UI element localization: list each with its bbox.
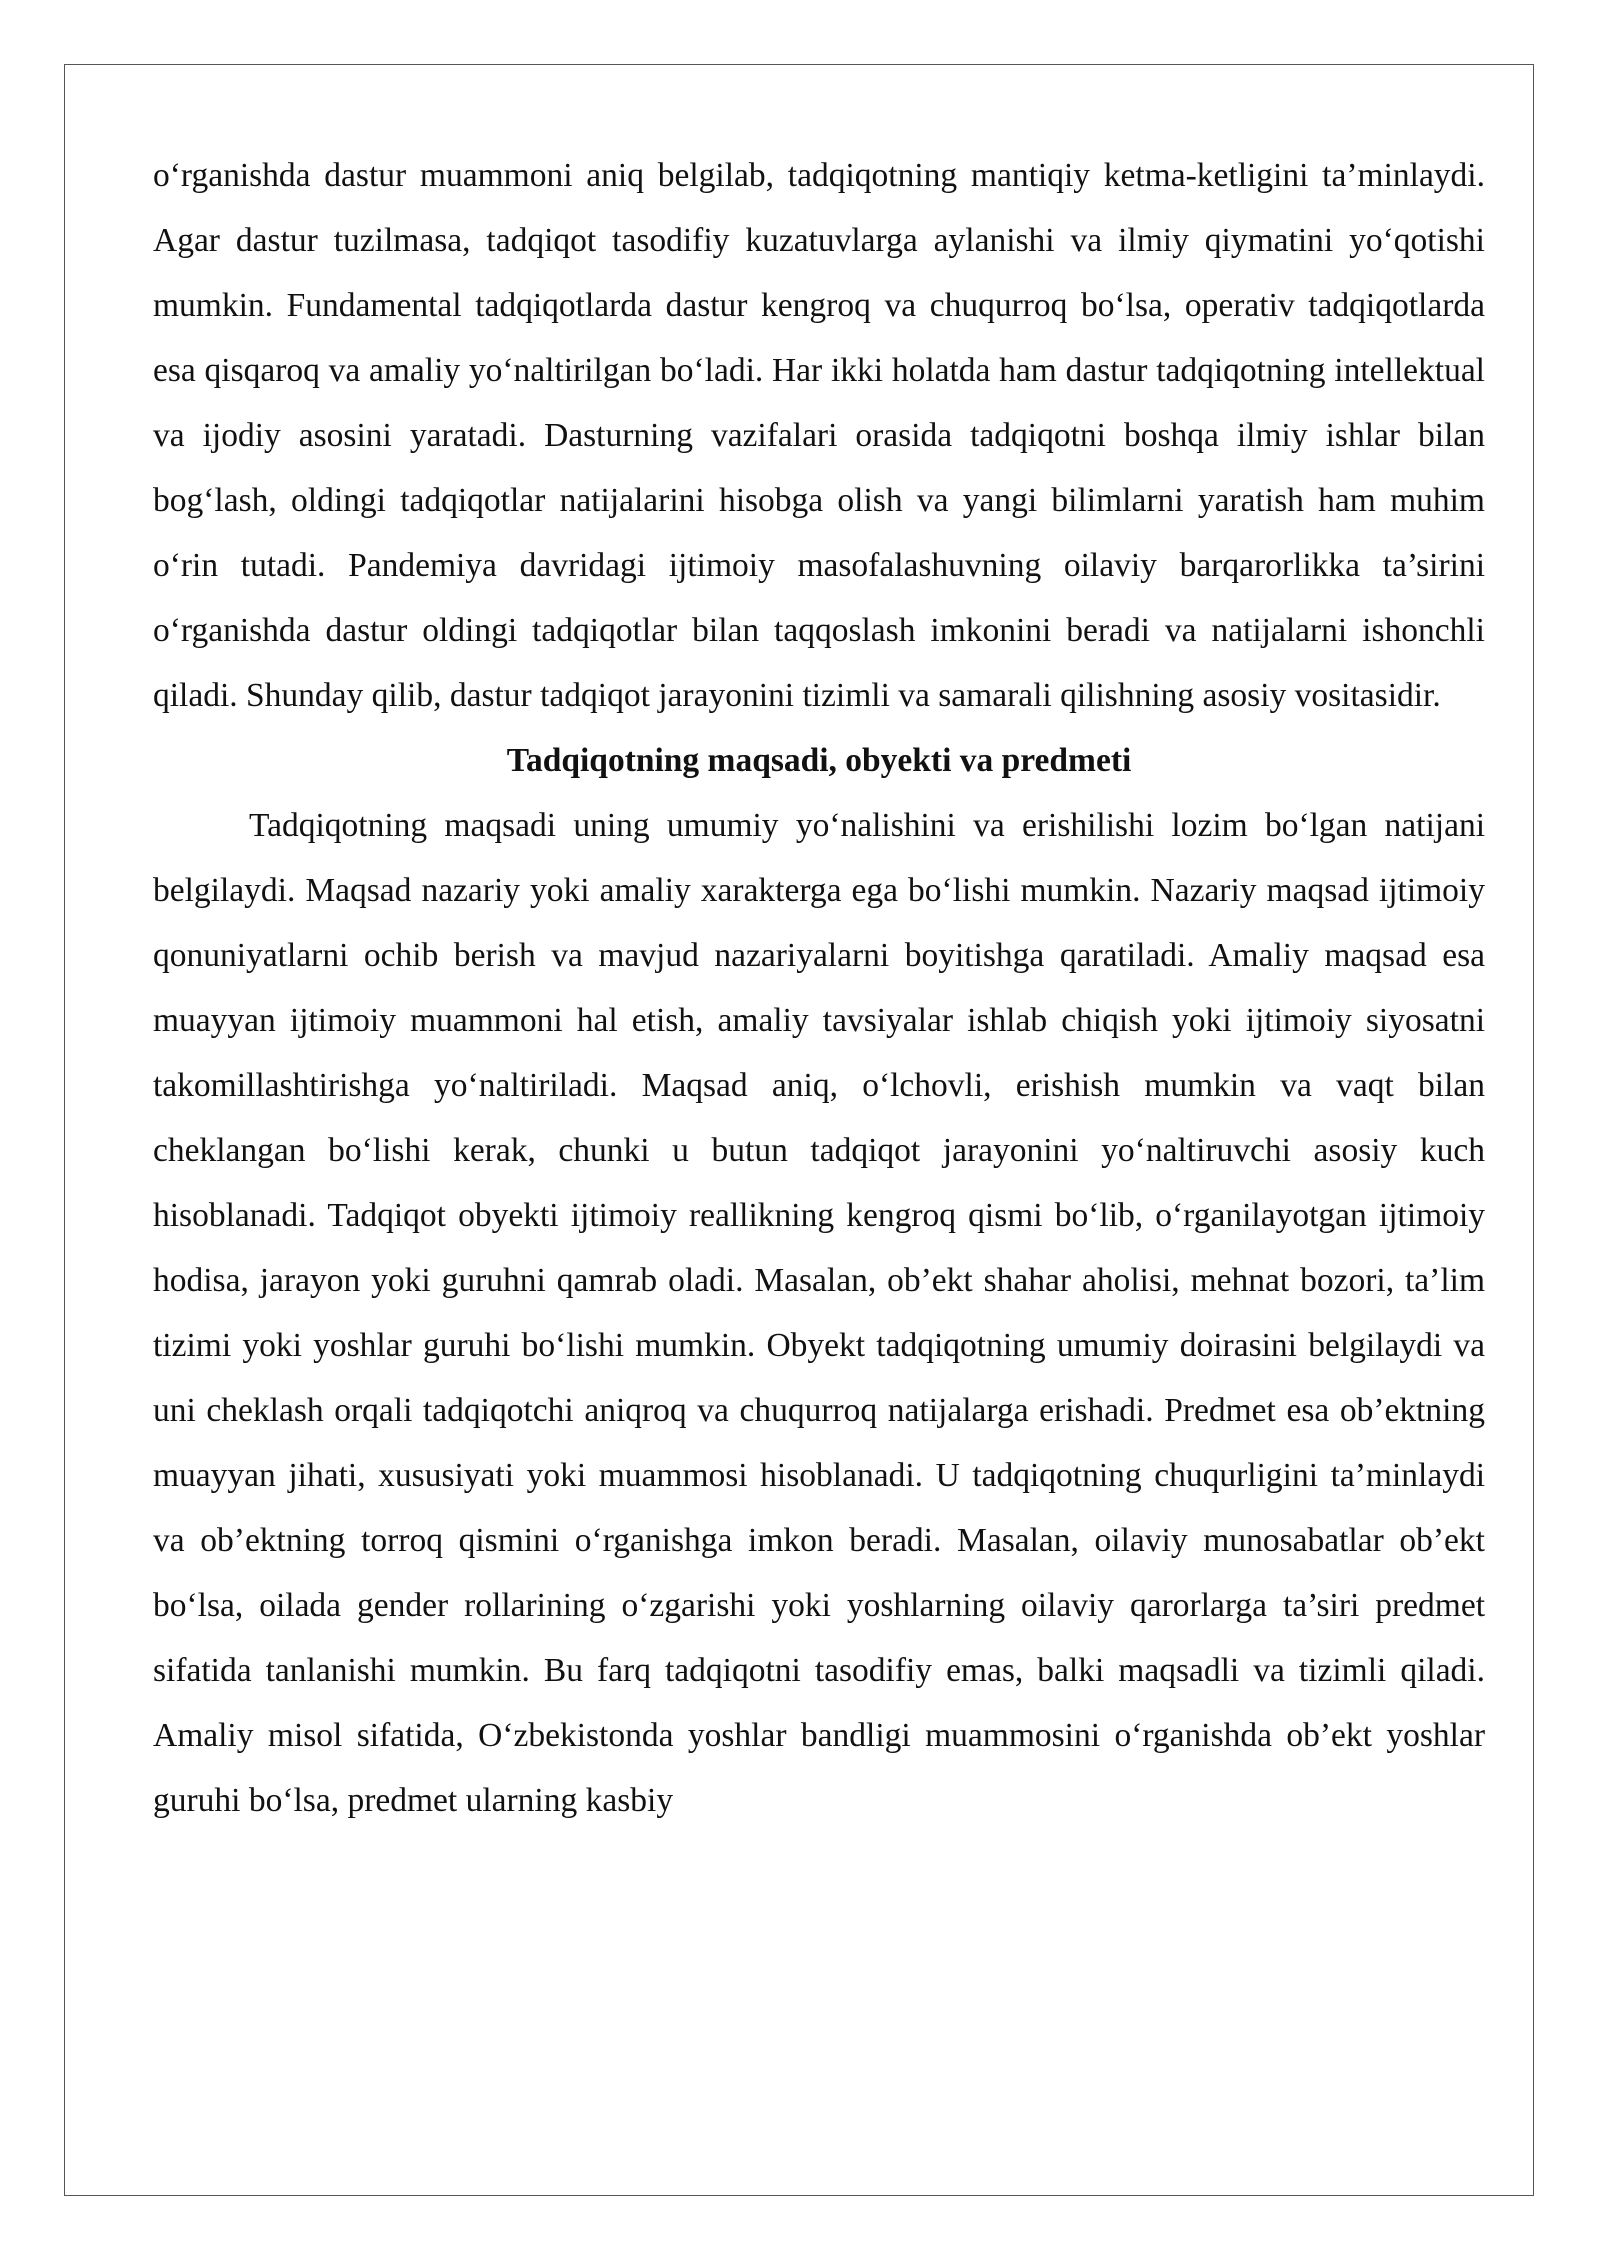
paragraph-continuation: o‘rganishda dastur muammoni aniq belgilab, tadqiqotning mantiqiy ketma-ketligini ta’minlaydi. Agar dastur tuzilmasa, tadqiqot tasodifiy kuzatuvlarga aylanishi va ilmiy qiymatini yo‘qotishi mumkin. Fundamental tadqiqotlarda dastur kengroq va chuqurroq bo‘lsa, operativ tadqiqotlarda esa qisqaroq va amaliy yo‘naltirilgan bo‘ladi. Har ikki holatda ham dastur tadqiqotning intellektual va ijodiy asosini yaratadi. Dasturning vazifalari orasida tadqiqotni boshqa ilmiy ishlar bilan bog‘lash, oldingi tadqiqotlar natijalarini hisobga olish va yangi bilimlarni yaratish ham muhim o‘rin tutadi. Pandemiya davridagi ijtimoiy masofalashuvning oilaviy barqarorlikka ta’sirini o‘rganishda dastur oldingi tadqiqotlar bilan taqqoslash imkonini beradi va natijalarni ishonchli qiladi. Shunday qilib, dastur tadqiqot jarayonini tizimli va samarali qilishning asosiy vositasidir. (153, 157, 1485, 714)
paragraph-goal-object-subject: Tadqiqotning maqsadi uning umumiy yo‘nalishini va erishilishi lozim bo‘lgan natijani belgilaydi. Maqsad nazariy yoki amaliy xarakterga ega bo‘lishi mumkin. Nazariy maqsad ijtimoiy qonuniyatlarni ochib berish va mavjud nazariyalarni boyitishga qaratiladi. Amaliy maqsad esa muayyan ijtimoiy muammoni hal etish, amaliy tavsiyalar ishlab chiqish yoki ijtimoiy siyosatni takomillashtirishga yo‘naltiriladi. Maqsad aniq, o‘lchovli, erishish mumkin va vaqt bilan cheklangan bo‘lishi kerak, chunki u butun tadqiqot jarayonini yo‘naltiruvchi asosiy kuch hisoblanadi. Tadqiqot obyekti ijtimoiy reallikning kengroq qismi bo‘lib, o‘rganilayotgan ijtimoiy hodisa, jarayon yoki guruhni qamrab oladi. Masalan, ob’ekt shahar aholisi, mehnat bozori, ta’lim tizimi yoki yoshlar guruhi bo‘lishi mumkin. Obyekt tadqiqotning umumiy doirasini belgilaydi va uni cheklash orqali tadqiqotchi aniqroq va chuqurroq natijalarga erishadi. Predmet esa ob’ektning muayyan jihati, xususiyati yoki muammosi hisoblanadi. U tadqiqotning chuqurligini ta’minlaydi va ob’ektning torroq qismini o‘rganishga imkon beradi. Masalan, oilaviy munosabatlar ob’ekt bo‘lsa, oilada gender rollarining o‘zgarishi yoki yoshlarning oilaviy qarorlarga ta’siri predmet sifatida tanlanishi mumkin. Bu farq tadqiqotni tasodifiy emas, balki maqsadli va tizimli qiladi. Amaliy misol sifatida, O‘zbekistonda yoshlar bandligi muammosini o‘rganishda ob’ekt yoshlar guruhi bo‘lsa, predmet ularning kasbiy (153, 807, 1485, 1819)
document-body (153, 143, 1485, 1833)
section-heading: Tadqiqotning maqsadi, obyekti va predmeti (506, 742, 1132, 779)
